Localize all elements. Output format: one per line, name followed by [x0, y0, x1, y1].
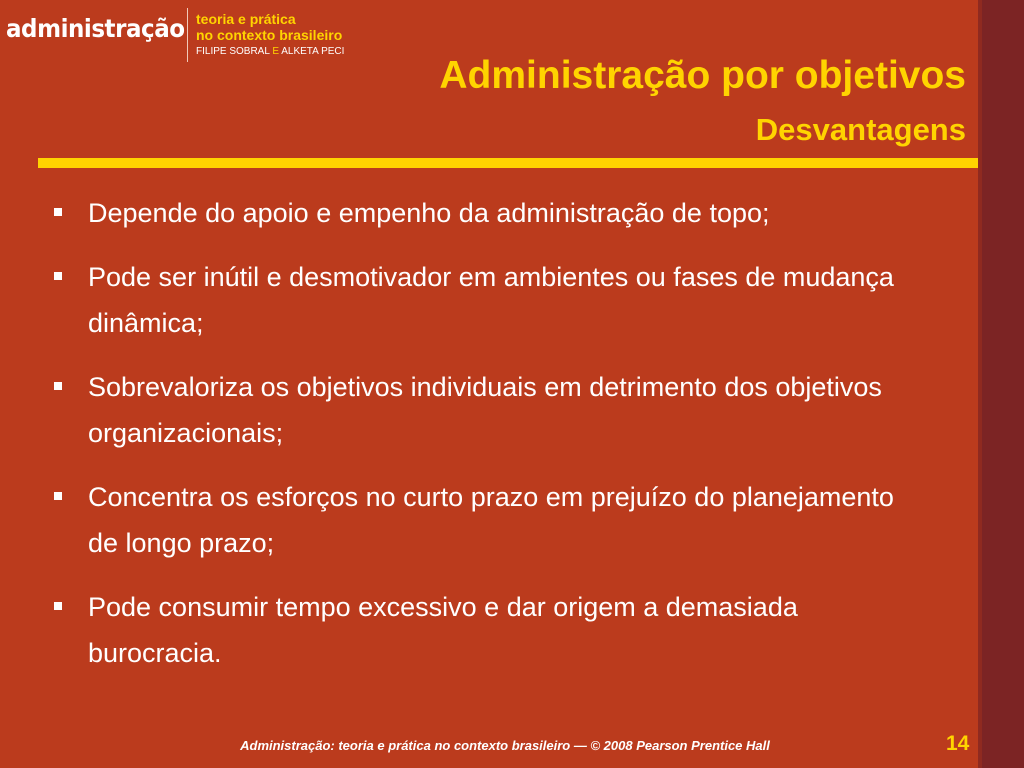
bullet-item [50, 254, 930, 346]
logo-divider [187, 8, 188, 62]
logo-subtitle-line2: no contexto brasileiro [196, 27, 343, 43]
bullet-text: Pode ser inútil e desmotivador em ambientes ou fases de mudança dinâmica; [88, 262, 894, 338]
bullet-item [50, 474, 930, 566]
logo-author-1: FILIPE SOBRAL [196, 46, 270, 57]
logo-wordmark: administração [6, 14, 185, 43]
slide-subtitle: Desvantagens [755, 112, 966, 147]
bullet-text: Concentra os esforços no curto prazo em prejuízo do planejamento de longo prazo; [88, 482, 894, 558]
square-bullet-icon [54, 272, 62, 280]
right-band [982, 0, 1024, 768]
bullet-item [50, 364, 930, 456]
logo-subtitle-line1: teoria e prática [196, 11, 296, 27]
square-bullet-icon [54, 208, 62, 216]
bullet-text: Pode consumir tempo excessivo e dar origem a demasiada burocracia. [88, 592, 798, 668]
bullet-text: Sobrevaloriza os objetivos individuais em detrimento dos objetivos organizacionais; [88, 372, 882, 448]
bullet-list [50, 190, 930, 694]
square-bullet-icon [54, 382, 62, 390]
bullet-text: Depende do apoio e empenho da administração de topo; [88, 198, 770, 228]
slide-title: Administração por objetivos [439, 54, 966, 97]
logo-authors [196, 46, 344, 57]
slide-footer: Administração: teoria e prática no contexto brasileiro — © 2008 Pearson Prentice Hall [240, 738, 770, 753]
page-number: 14 [946, 732, 970, 755]
title-rule [38, 158, 978, 168]
square-bullet-icon [54, 492, 62, 500]
bullet-item [50, 584, 930, 676]
square-bullet-icon [54, 602, 62, 610]
publisher-logo [6, 8, 356, 64]
logo-author-conjunction: E [272, 46, 279, 57]
bullet-item [50, 190, 930, 236]
logo-author-2: ALKETA PECI [281, 46, 345, 57]
